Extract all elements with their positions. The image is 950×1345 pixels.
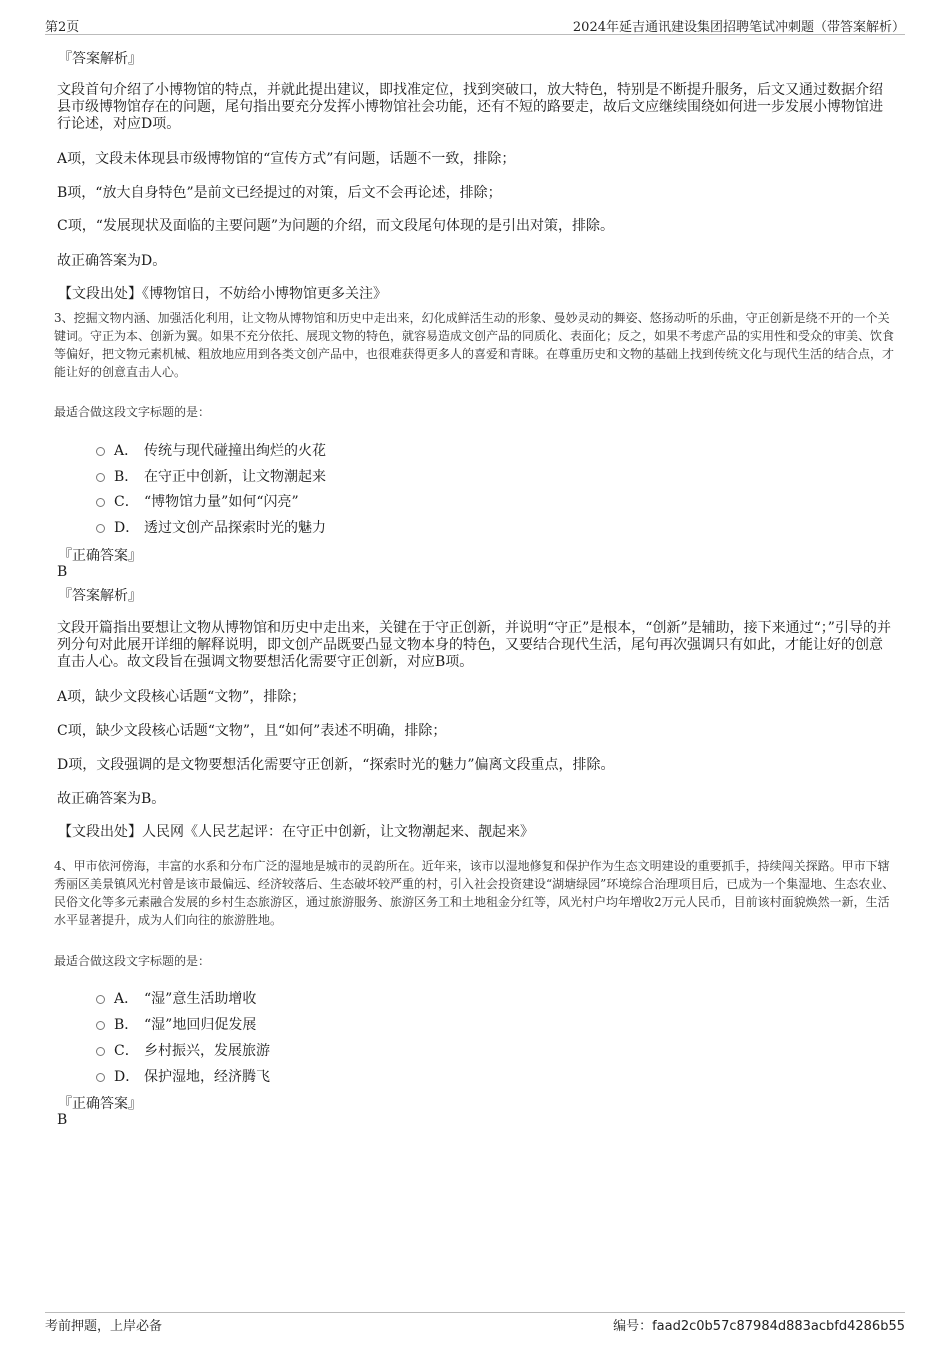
document-title: 2024年延吉通讯建设集团招聘笔试冲刺题（带答案解析）	[572, 20, 905, 35]
question-stem: 4、甲市依河傍海，丰富的水系和分布广泛的湿地是城市的灵韵所在。近年来，该市以湿地修复和保护作为生态文明建设的重要抓手，持续闯关探路。甲市下辖秀丽区美景镇风光村曾是该市最偏远、经济较落后、生态破坏较严重的村，引入社会投资建设“湖塘绿园”环境综合治理项目后，已成为一个集湿地、生态农业、民俗文化等多元素融合发展的乡村生态旅游区，通过旅游服务、旅游区务工和土地租金分红等，风光村户均年增收2万元人民币，目前该村面貌焕然一新，生活水平显著提升，成为人们向往的旅游胜地。	[54, 859, 895, 927]
question-stem: 3、挖掘文物内涵、加强活化利用，让文物从博物馆和历史中走出来，幻化成鲜活生动的形象、曼妙灵动的舞姿、悠扬动听的乐曲，守正创新是绕不开的一个关键词。守正为本、创新为翼。如果不充分依托、展现文物的特色，就容易造成文创产品的同质化、表面化；反之，如果不考虑产品的实用性和受众的审美、饮食等偏好，把文物元素机械、粗放地应用到各类文创产品中，也很难获得更多人的喜爱和青睐。在尊重历史和文物的基础上找到传统文化与现代生活的结合点，才能让好的创意直击人心。	[54, 311, 895, 379]
correct-answer: B	[57, 564, 68, 580]
radio-icon[interactable]	[96, 1047, 105, 1056]
radio-icon[interactable]	[96, 995, 105, 1004]
page-header	[45, 14, 905, 35]
document-code: 编号：faad2c0b57c87984d883acbfd4286b55	[613, 1319, 905, 1334]
radio-icon[interactable]	[96, 1073, 105, 1082]
analysis-option-a: A项，文段未体现县市级博物馆的“宣传方式”有问题，话题不一致，排除；	[57, 151, 516, 167]
analysis-text: 文段首句介绍了小博物馆的特点，并就此提出建议，即找准定位，找到突破口，放大特色，特别是不断提升服务，后文又通过数据介绍县市级博物馆存在的问题，尾句指出要充分发挥小博物馆社会功能，还有不短的路要走，故后文应继续围绕如何进一步发展小博物馆进行论述，对应D项。	[57, 82, 883, 132]
page-number: 第2页	[45, 20, 80, 35]
page-footer	[45, 1312, 905, 1335]
source-citation: 【文段出处】《博物馆日，不妨给小博物馆更多关注》	[58, 286, 387, 302]
analysis-label: 『答案解析』	[58, 51, 142, 67]
analysis-option-b: B项，“放大自身特色”是前文已经提过的对策，后文不会再论述，排除；	[57, 185, 502, 201]
radio-icon[interactable]	[96, 473, 105, 482]
analysis-option-c: C项，缺少文段核心话题“文物”，且“如何”表述不明确，排除；	[57, 723, 447, 739]
source-citation: 【文段出处】人民网《人民艺起评：在守正中创新，让文物潮起来、靓起来》	[58, 824, 534, 840]
analysis-text: 文段开篇指出要想让文物从博物馆和历史中走出来，关键在于守正创新，并说明“守正”是根本，“创新”是辅助，接下来通过“；”引导的并列分句对此展开详细的解释说明，即文创产品既要凸显文物本身的特色，又要结合现代生活，尾句再次强调只有如此，才能让好的创意直击人心。故文段旨在强调文物要想活化需要守正创新，对应B项。	[57, 620, 891, 670]
footer-slogan: 考前押题，上岸必备	[45, 1319, 163, 1334]
option-a[interactable]: A． “湿”意生活助增收	[96, 988, 256, 1008]
option-c[interactable]: C． 乡村振兴，发展旅游	[96, 1040, 270, 1060]
correct-answer-label: 『正确答案』	[58, 1096, 142, 1112]
analysis-label: 『答案解析』	[58, 588, 142, 604]
analysis-option-d: D项，文段强调的是文物要想活化需要守正创新，“探索时光的魅力”偏离文段重点，排除。	[57, 757, 615, 773]
analysis-option-c: C项，“发展现状及面临的主要问题”为问题的介绍，而文段尾句体现的是引出对策，排除。	[57, 218, 615, 234]
radio-icon[interactable]	[96, 498, 105, 507]
analysis-option-a: A项，缺少文段核心话题“文物”，排除；	[57, 689, 306, 705]
option-c[interactable]: C． “博物馆力量”如何“闪亮”	[96, 491, 299, 511]
option-b[interactable]: B． “湿”地回归促发展	[96, 1014, 256, 1034]
radio-icon[interactable]	[96, 524, 105, 533]
answer-statement: 故正确答案为B。	[57, 791, 166, 807]
option-a[interactable]: A． 传统与现代碰撞出绚烂的火花	[96, 440, 326, 460]
question-prompt: 最适合做这段文字标题的是：	[54, 954, 211, 968]
option-d[interactable]: D． 保护湿地，经济腾飞	[96, 1066, 270, 1086]
correct-answer-label: 『正确答案』	[58, 548, 142, 564]
radio-icon[interactable]	[96, 447, 105, 456]
correct-answer: B	[57, 1112, 68, 1128]
option-b[interactable]: B． 在守正中创新，让文物潮起来	[96, 466, 326, 486]
question-prompt: 最适合做这段文字标题的是：	[54, 405, 211, 419]
option-d[interactable]: D． 透过文创产品探索时光的魅力	[96, 517, 326, 537]
answer-statement: 故正确答案为D。	[57, 253, 167, 269]
radio-icon[interactable]	[96, 1021, 105, 1030]
